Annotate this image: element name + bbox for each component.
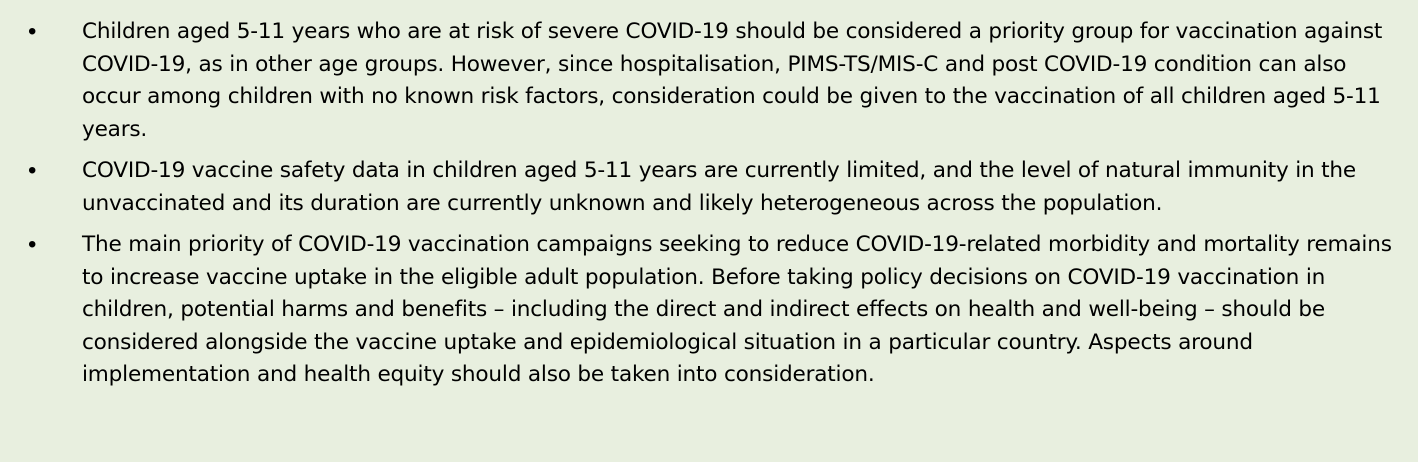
bullet-item-risk-groups xyxy=(0,16,1418,146)
bullet-icon: • xyxy=(28,231,37,258)
bullet-text: COVID-19 vaccine safety data in children aged 5-11 years are currently limited, and the level of natural immunity in the unvaccinated and its duration are currently unknown and likely heterogeneous across the population. xyxy=(82,158,1356,216)
bullet-icon: • xyxy=(28,18,37,45)
bullet-icon: • xyxy=(28,157,37,184)
bullet-text: Children aged 5-11 years who are at risk of severe COVID-19 should be considered a priority group for vaccination against COVID-19, as in other age groups. However, since hospitalisation, PIMS-TS/MIS-C and post COVID-19 condition can also occur among children with no known risk factors, consideration could be given to the vaccination of all children aged 5-11 years. xyxy=(82,19,1383,142)
bullet-text: The main priority of COVID-19 vaccination campaigns seeking to reduce COVID-19-related morbidity and mortality remains to increase vaccine uptake in the eligible adult population. Before taking policy decisions on COVID-19 vaccination in children, potential harms and benefits – including the direct and indirect effects on health and well-being – should be considered alongside the vaccine uptake and epidemiological situation in a particular country. Aspects around implementation and health equity should also be taken into consideration. xyxy=(82,232,1392,387)
bullet-list xyxy=(0,16,1418,392)
bullet-item-priority xyxy=(0,229,1418,392)
bullet-item-safety-data xyxy=(0,155,1418,220)
